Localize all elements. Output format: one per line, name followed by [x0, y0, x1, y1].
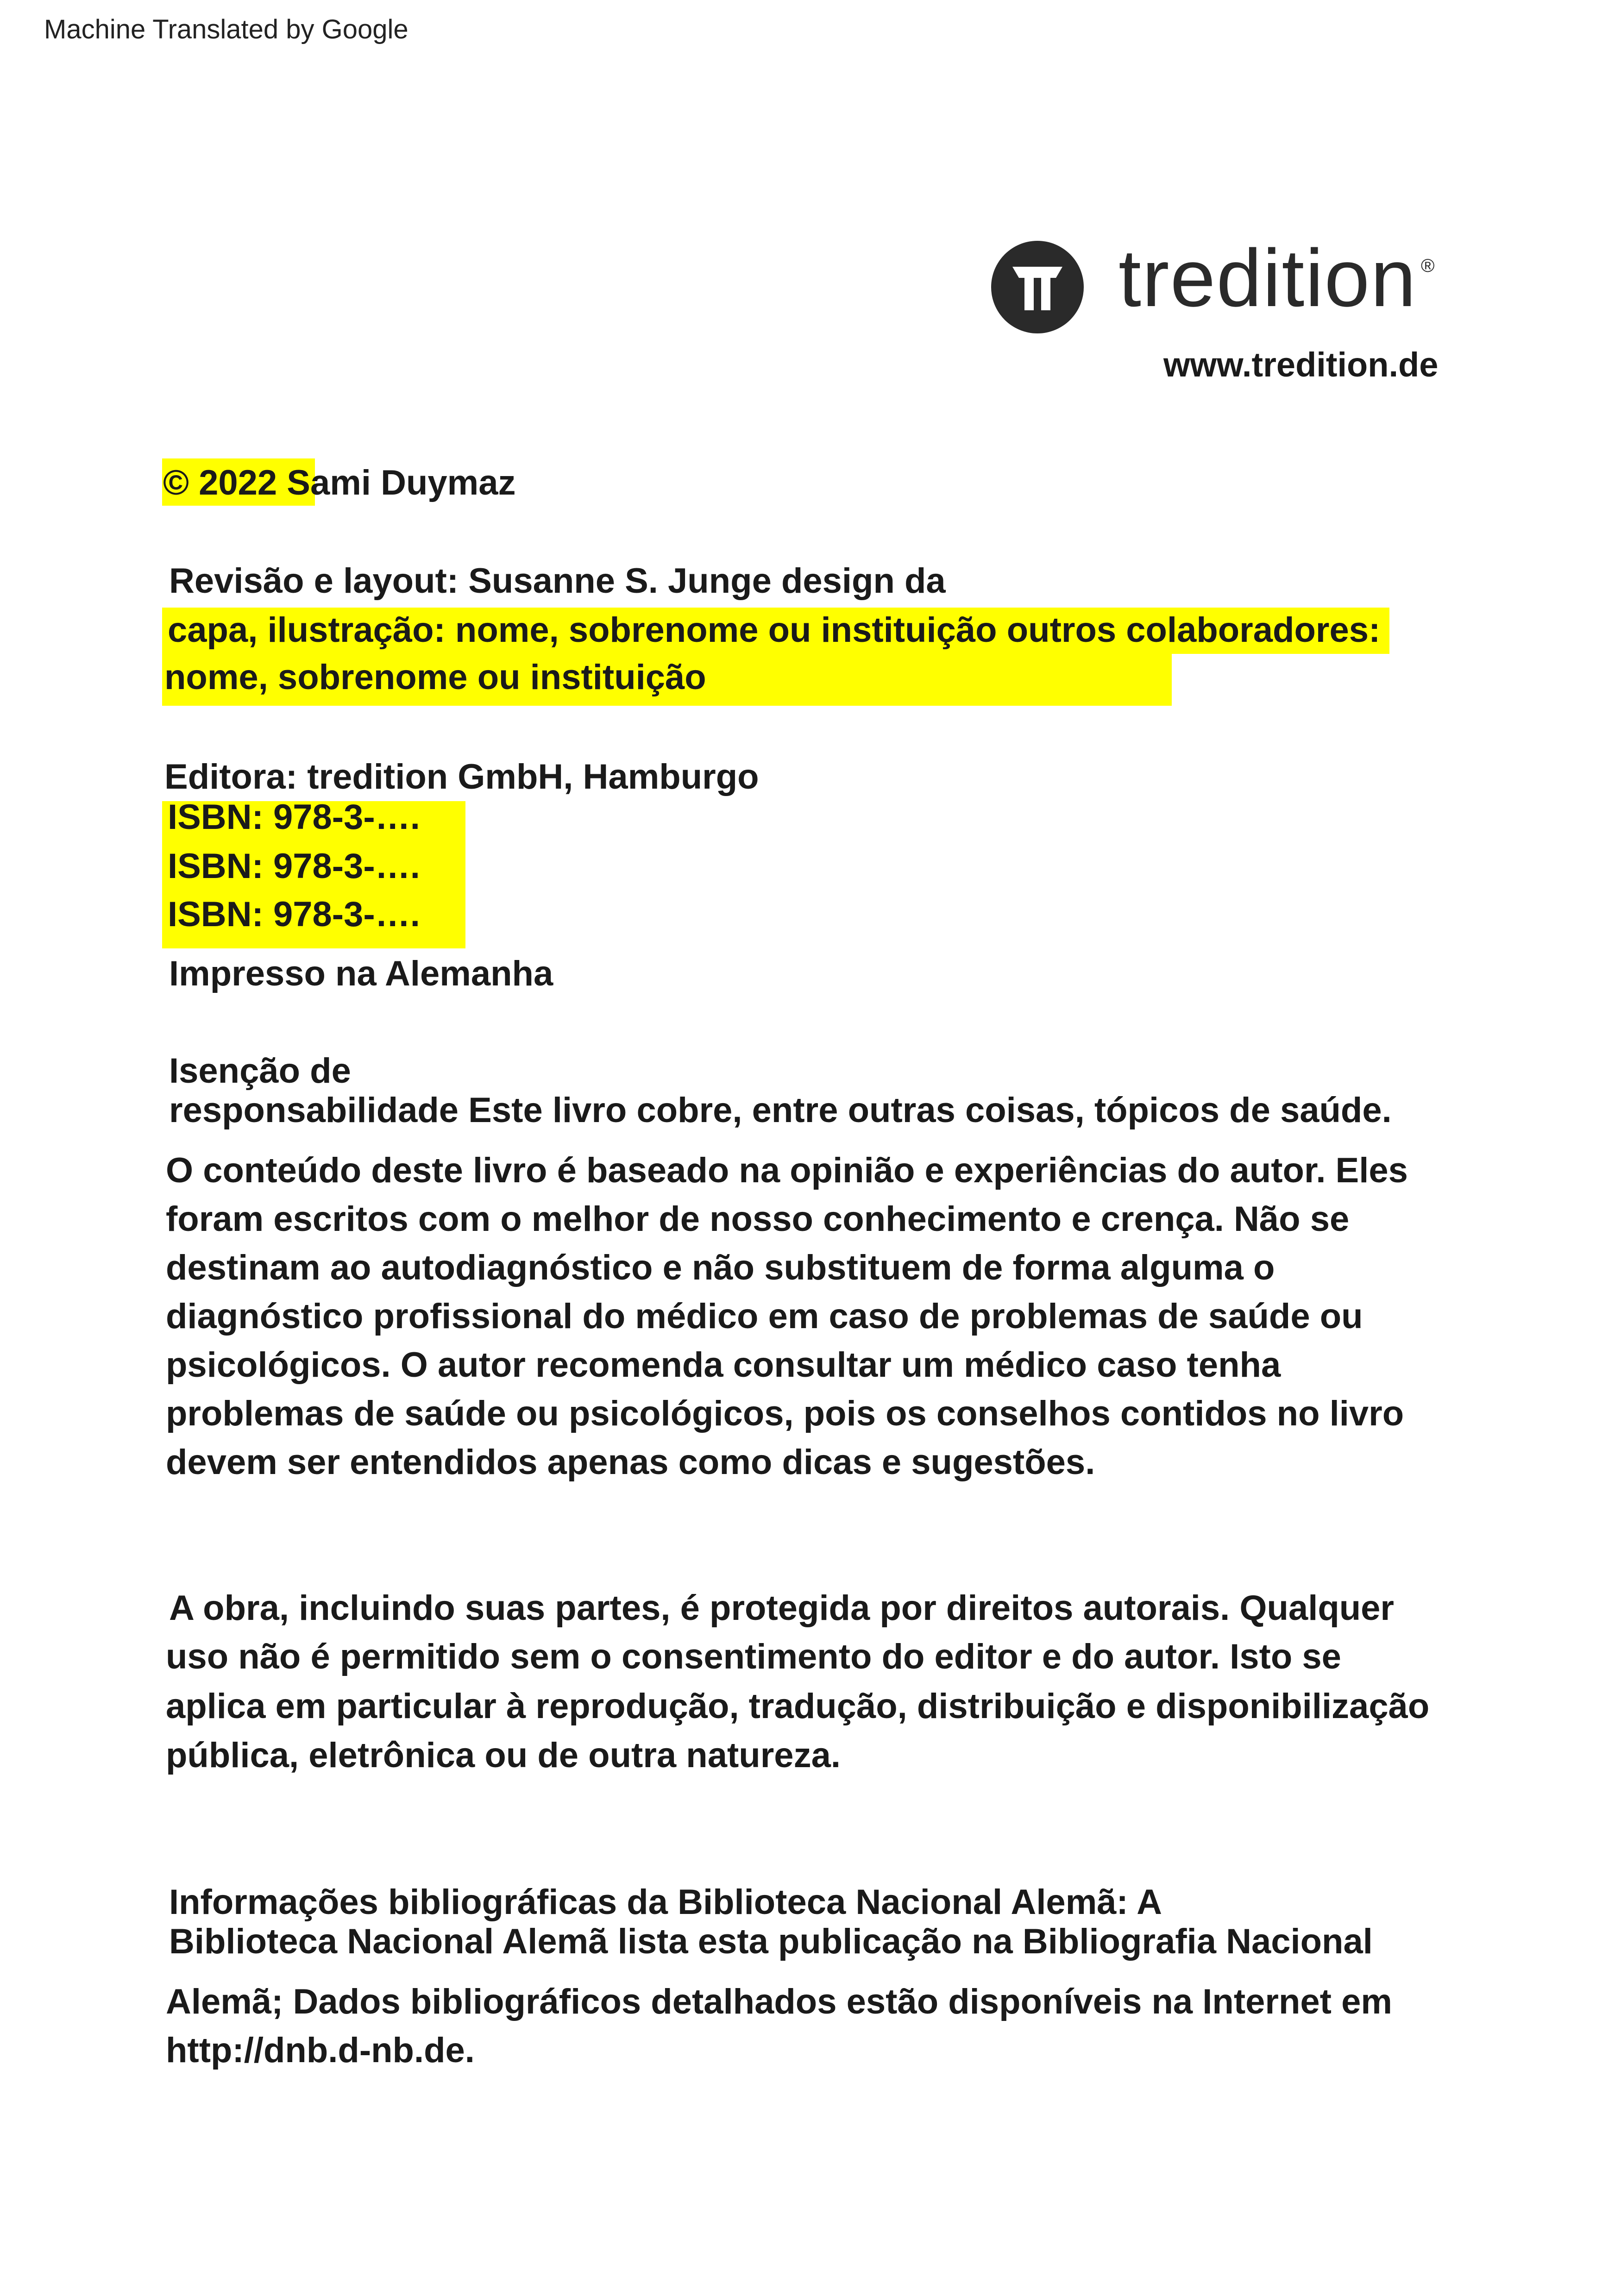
publisher-line: Editora: tredition GmbH, Hamburgo: [164, 757, 759, 797]
disclaimer-line: Isenção de: [169, 1051, 351, 1091]
disclaimer-line: responsabilidade Este livro cobre, entre outras coisas, tópicos de saúde.: [169, 1091, 1392, 1130]
registered-mark: ®: [1421, 256, 1435, 276]
printed-line: Impresso na Alemanha: [169, 954, 553, 993]
bibliographic-line: Informações bibliográficas da Biblioteca Nacional Alemã: A: [169, 1882, 1162, 1922]
copyright-notice-line: aplica em particular à reprodução, tradução, distribuição e disponibilização: [166, 1687, 1430, 1726]
disclaimer-line: devem ser entendidos apenas como dicas e sugestões.: [166, 1443, 1095, 1482]
website-url: www.tredition.de: [1163, 345, 1439, 384]
bibliographic-line: http://dnb.d-nb.de.: [166, 2031, 475, 2070]
disclaimer-line: diagnóstico profissional do médico em caso de problemas de saúde ou: [166, 1297, 1363, 1336]
disclaimer-line: O conteúdo deste livro é baseado na opinião e experiências do autor. Eles: [166, 1151, 1408, 1190]
isbn-line: ISBN: 978-3-….: [168, 797, 420, 837]
disclaimer-line: problemas de saúde ou psicológicos, pois os conselhos contidos no livro: [166, 1394, 1404, 1433]
disclaimer-line: psicológicos. O autor recomenda consultar um médico caso tenha: [166, 1345, 1281, 1385]
bibliographic-line: Alemã; Dados bibliográficos detalhados estão disponíveis na Internet em: [166, 1982, 1392, 2021]
copyright-notice-line: A obra, incluindo suas partes, é protegida por direitos autorais. Qualquer: [169, 1588, 1395, 1628]
tredition-t-icon: [991, 241, 1084, 333]
disclaimer-line: foram escritos com o melhor de nosso conhecimento e crença. Não se: [166, 1199, 1350, 1239]
copyright-notice-line: pública, eletrônica ou de outra natureza.: [166, 1736, 841, 1775]
credits-line-1: Revisão e layout: Susanne S. Junge design da: [169, 561, 946, 601]
copyright-notice-line: uso não é permitido sem o consentimento do editor e do autor. Isto se: [166, 1637, 1341, 1676]
isbn-line: ISBN: 978-3-….: [168, 847, 420, 886]
disclaimer-line: destinam ao autodiagnóstico e não substituem de forma alguma o: [166, 1248, 1275, 1287]
copyright-line: © 2022 Sami Duymaz: [163, 463, 516, 502]
machine-translated-label: Machine Translated by Google: [44, 14, 408, 44]
isbn-line: ISBN: 978-3-….: [168, 895, 420, 934]
tredition-wordmark: tredition: [1118, 233, 1417, 324]
bibliographic-line: Biblioteca Nacional Alemã lista esta publicação na Bibliografia Nacional: [169, 1922, 1373, 1961]
credits-line-2: capa, ilustração: nome, sobrenome ou instituição outros colaboradores:: [168, 610, 1381, 650]
credits-line-3: nome, sobrenome ou instituição: [164, 658, 706, 697]
